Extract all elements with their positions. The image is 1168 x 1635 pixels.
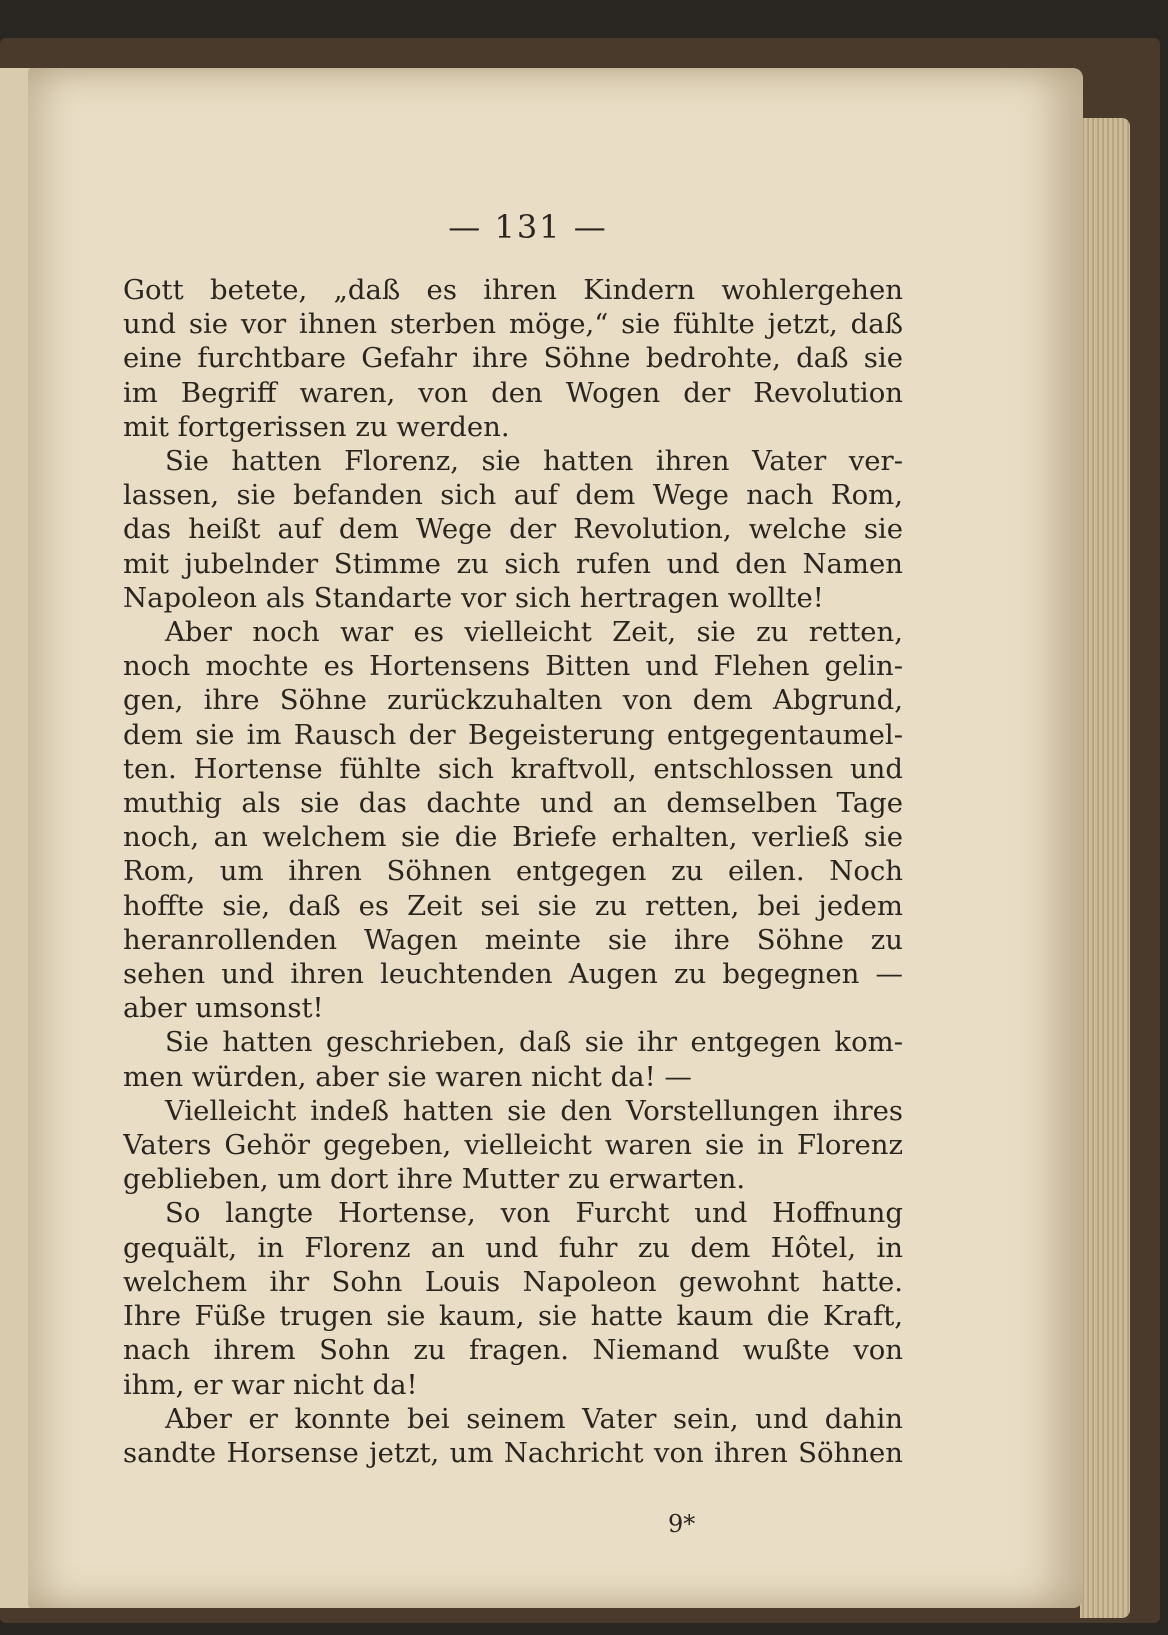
text-line: mit jubelnder Stimme zu sich rufen und den Namen xyxy=(123,547,903,580)
text-line: aber umsonst! xyxy=(123,992,324,1025)
text-line: Vaters Gehör gegeben, vielleicht waren sie in Florenz xyxy=(123,1129,903,1162)
text-line: Napoleon als Standarte vor sich hertragen wollte! xyxy=(123,581,824,614)
signature-mark: 9* xyxy=(668,1510,696,1538)
text-line: men würden, aber sie waren nicht da! — xyxy=(123,1060,692,1093)
text-line: gequält, in Florenz an und fuhr zu dem Hôtel, in xyxy=(123,1231,903,1264)
book-page xyxy=(28,68,1083,1608)
text-line: das heißt auf dem Wege der Revolution, welche sie xyxy=(123,513,903,546)
text-line: Sie hatten Florenz, sie hatten ihren Vater ver- xyxy=(165,445,903,478)
text-line: nach ihrem Sohn zu fragen. Niemand wußte von xyxy=(123,1334,903,1367)
text-line: und sie vor ihnen sterben möge,“ sie fühlte jetzt, daß xyxy=(123,308,903,341)
text-line: sehen und ihren leuchtenden Augen zu begegnen — xyxy=(123,958,903,991)
text-line: eine furchtbare Gefahr ihre Söhne bedrohte, daß sie xyxy=(123,342,903,375)
page-edges xyxy=(1080,118,1130,1618)
text-line: Gott betete, „daß es ihren Kindern wohlergehen xyxy=(123,274,903,306)
text-line: heranrollenden Wagen meinte sie ihre Söhne zu xyxy=(123,923,903,956)
text-line: im Begriff waren, von den Wogen der Revolution xyxy=(123,376,903,409)
text-line: dem sie im Rausch der Begeisterung entgegentaumel- xyxy=(123,718,903,751)
text-line: Ihre Füße trugen sie kaum, sie hatte kaum die Kraft, xyxy=(123,1300,903,1333)
text-line: mit fortgerissen zu werden. xyxy=(123,410,510,443)
text-line: geblieben, um dort ihre Mutter zu erwarten. xyxy=(123,1163,746,1196)
text-line: So langte Hortense, von Furcht und Hoffnung xyxy=(165,1197,903,1230)
page-number: — 131 — xyxy=(448,208,608,246)
book xyxy=(0,38,1160,1623)
text-line: gen, ihre Söhne zurückzuhalten von dem Abgrund, xyxy=(123,684,903,717)
text-line: Aber er konnte bei seinem Vater sein, und dahin xyxy=(165,1402,903,1435)
text-line: lassen, sie befanden sich auf dem Wege nach Rom, xyxy=(123,479,903,512)
text-line: welchem ihr Sohn Louis Napoleon gewohnt hatte. xyxy=(123,1265,903,1298)
text-line: Sie hatten geschrieben, daß sie ihr entgegen kom- xyxy=(165,1026,903,1059)
text-line: Aber noch war es vielleicht Zeit, sie zu retten, xyxy=(165,616,903,649)
text-line: sandte Horsense jetzt, um Nachricht von ihren Söhnen xyxy=(123,1436,903,1469)
text-line: ihm, er war nicht da! xyxy=(123,1368,418,1401)
text-line: hoffte sie, daß es Zeit sei sie zu retten, bei jedem xyxy=(123,889,903,922)
text-line: noch, an welchem sie die Briefe erhalten, verließ sie xyxy=(123,821,903,854)
text-line: noch mochte es Hortensens Bitten und Flehen gelin- xyxy=(123,650,903,683)
text-line: muthig als sie das dachte und an demselben Tage xyxy=(123,787,903,820)
text-line: ten. Hortense fühlte sich kraftvoll, entschlossen und xyxy=(123,752,903,785)
text-line: Rom, um ihren Söhnen entgegen zu eilen. Noch xyxy=(123,855,903,888)
page-body xyxy=(123,273,903,1470)
text-line: Vielleicht indeß hatten sie den Vorstellungen ihres xyxy=(165,1094,903,1127)
